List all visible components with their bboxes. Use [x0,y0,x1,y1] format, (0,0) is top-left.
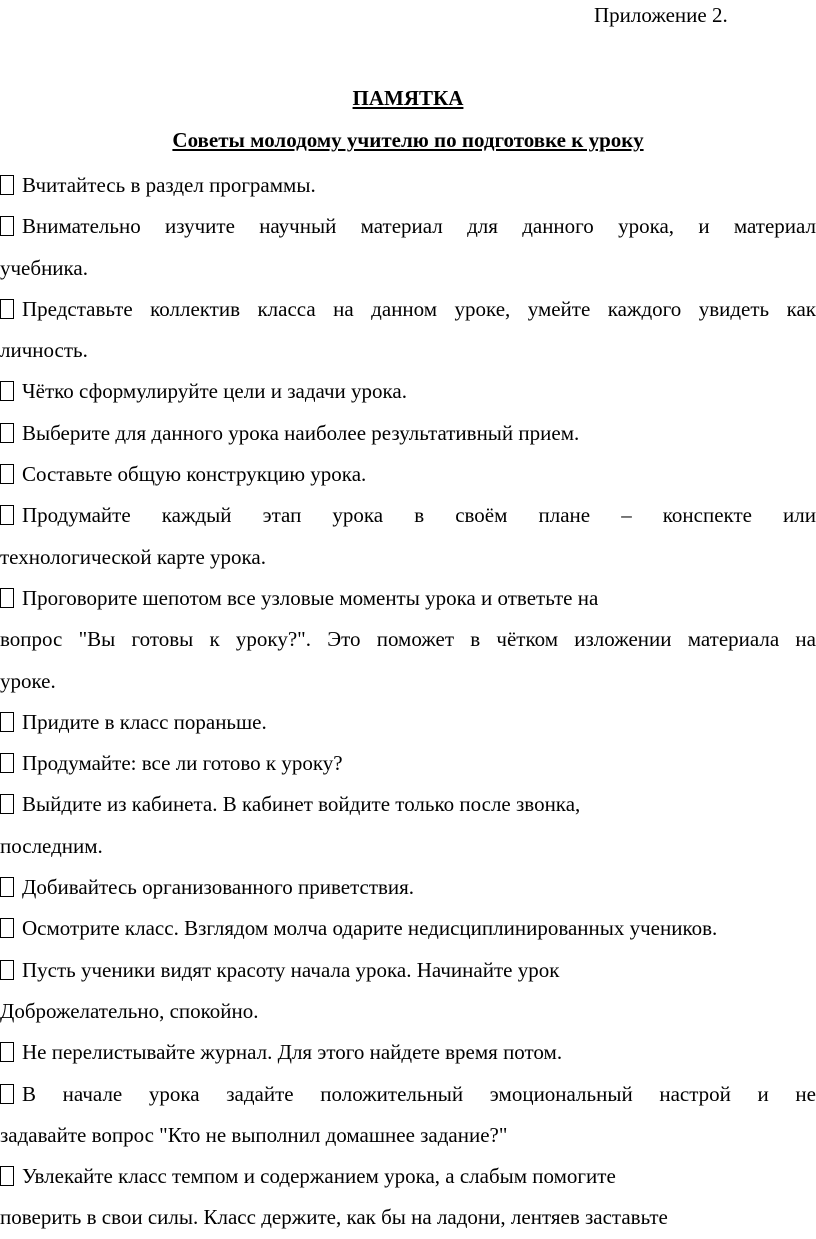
tip-item [0,743,816,784]
tip-text: Продумайте каждый этап урока в своём плане – конспекте или [22,503,816,528]
tip-item [0,165,816,206]
tip-text: Продумайте: все ли готово к уроку? [22,751,343,776]
tip-text: Составьте общую конструкцию урока. [22,462,367,487]
tip-text: Добивайтесь организованного приветствия. [22,875,415,900]
checkbox-bullet-icon [0,918,14,938]
tip-item [0,1074,816,1157]
tip-item [0,908,816,949]
checkbox-bullet-icon [0,1042,14,1062]
checkbox-bullet-icon [0,423,14,443]
tip-item [0,950,816,1033]
document-title: ПАМЯТКА [352,86,464,110]
tip-text: Представьте коллектив класса на данном уроке, умейте каждого увидеть как [22,296,816,321]
tip-text: Пусть ученики видят красоту начала урока. Начинайте урок [22,957,560,982]
tip-item [0,371,816,412]
tip-text: Внимательно изучите научный материал для данного урока, и материал [22,214,816,239]
tip-item [0,1032,816,1073]
tip-text: вопрос "Вы готовы к уроку?". Это поможет в чётком изложении материала на [0,627,816,652]
tip-item [0,1156,816,1239]
checkbox-bullet-icon [0,960,14,980]
tip-text: задавайте вопрос "Кто не выполнил домашнее задание?" [0,1122,508,1147]
tip-text: Выйдите из кабинета. В кабинет войдите только после звонка, [22,792,581,817]
tip-text: личность. [0,338,88,363]
checkbox-bullet-icon [0,299,14,319]
checkbox-bullet-icon [0,712,14,732]
tips-list [0,165,816,1239]
tip-item [0,867,816,908]
tip-item [0,578,816,702]
tip-text: Придите в класс пораньше. [22,709,267,734]
checkbox-bullet-icon [0,794,14,814]
tip-item [0,206,816,289]
document-subtitle: Советы молодому учителю по подготовке к уроку [172,128,644,152]
checkbox-bullet-icon [0,588,14,608]
tip-text: Проговорите шепотом все узловые моменты урока и ответьте на [22,585,599,610]
checkbox-bullet-icon [0,753,14,773]
checkbox-bullet-icon [0,381,14,401]
checkbox-bullet-icon [0,1084,14,1104]
tip-text: последним. [0,833,103,858]
tip-text: Выберите для данного урока наиболее результативный прием. [22,420,580,445]
tip-text: Увлекайте класс темпом и содержанием урока, а слабым помогите [22,1164,616,1189]
tip-item [0,289,816,372]
tip-text: поверить в свои силы. Класс держите, как бы на ладони, лентяев заставьте [0,1205,668,1230]
tip-item [0,454,816,495]
tip-text: Осмотрите класс. Взглядом молча одарите недисциплинированных учеников. [22,916,718,941]
tip-text: Вчитайтесь в раздел программы. [22,173,316,197]
tip-text: Доброжелательно, спокойно. [0,998,259,1023]
checkbox-bullet-icon [0,216,14,236]
tip-text: уроке. [0,668,56,693]
tip-text: Чётко сформулируйте цели и задачи урока. [22,379,407,404]
tip-item [0,413,816,454]
appendix-label: Приложение 2. [594,3,728,27]
checkbox-bullet-icon [0,505,14,525]
tip-text: технологической карте урока. [0,544,266,569]
tip-text: В начале урока задайте положительный эмоциональный настрой и не [22,1081,816,1106]
tip-item [0,495,816,578]
checkbox-bullet-icon [0,175,14,195]
tip-item [0,784,816,867]
checkbox-bullet-icon [0,877,14,897]
tip-text: Не перелистывайте журнал. Для этого найдете время потом. [22,1040,563,1065]
checkbox-bullet-icon [0,464,14,484]
checkbox-bullet-icon [0,1166,14,1186]
tip-text: учебника. [0,255,88,280]
tip-item [0,702,816,743]
